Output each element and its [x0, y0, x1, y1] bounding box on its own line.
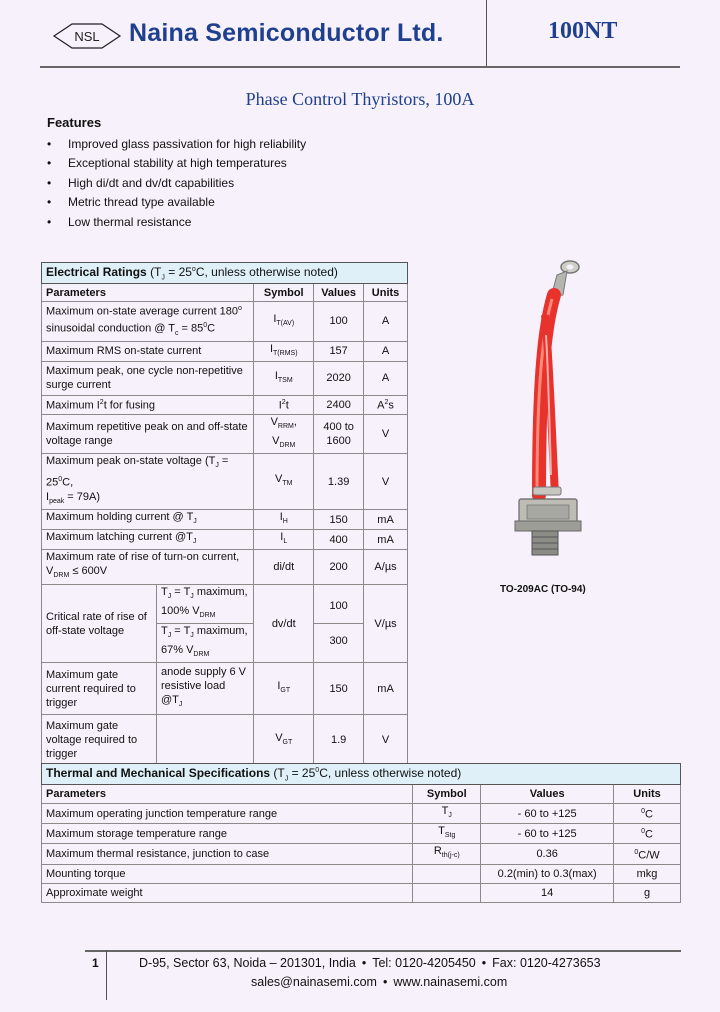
thermal-specs-table [41, 763, 681, 903]
footer-email-link[interactable]: sales@nainasemi.com [251, 975, 377, 989]
page-subtitle: Phase Control Thyristors, 100A [245, 89, 475, 109]
feature-item: • Exceptional stability at high temperatures [47, 154, 306, 173]
device-caption: TO-209AC (TO-94) [500, 584, 586, 595]
table-row: Maximum repetitive peak on and off-state voltage range $V_{RRM}$, $V_{DRM}$ 400 to 1600 V [42, 414, 408, 453]
logo-text: NSL [74, 29, 100, 44]
table-row: Maximum gate voltage required to trigger $V_{GT}$ 1.9 V [42, 715, 408, 766]
page-number: 1 [92, 956, 99, 970]
footer-address: D-95, Sector 63, Noida – 201301, India [139, 956, 356, 970]
table-row: Maximum gate current required to trigger anode supply 6 V resistive load $@T_J$ $I_{GT}$ 150 mA [42, 663, 408, 715]
footer-fax: Fax: 0120-4273653 [492, 956, 601, 970]
table-row: Maximum thermal resistance, junction to case $R_{th(j-c)}$ 0.36 $^0$C/W [42, 844, 681, 864]
feature-item: • High di/dt and dv/dt capabilities [47, 174, 306, 193]
header-rule [40, 66, 680, 68]
footer-tel: Tel: 0120-4205450 [372, 956, 476, 970]
table-header-row: Parameters Symbol Values Units [42, 785, 681, 804]
feature-item: • Improved glass passivation for high reliability [47, 135, 306, 154]
part-number: 100NT [548, 18, 618, 44]
thyristor-device-image [505, 255, 595, 575]
footer-rule [85, 950, 681, 952]
features-title: Features [47, 115, 102, 130]
table-row: Approximate weight 14 g [42, 883, 681, 902]
table-row: Mounting torque 0.2(min) to 0.3(max) mkg [42, 864, 681, 883]
table-row: Maximum rate of rise of turn-on current, $V_{DRM} \le 600V$ di/dt 200 A/µs [42, 550, 408, 584]
table-row: Maximum holding current @ $T_J$ $I_H$ 150 mA [42, 510, 408, 530]
table-row: Maximum operating junction temperature range $T_J$ - 60 to +125 $^0$C [42, 804, 681, 824]
header-divider [486, 0, 487, 66]
feature-item: • Low thermal resistance [47, 213, 306, 232]
table-row: Critical rate of rise of off-state voltage $T_J = T_J$ maximum, 100% $V_{DRM}$ $T_J = T_J$ maximum, 67% $V_{DRM}$ dv/dt 100 300 V/µs [42, 584, 408, 663]
nsl-logo [52, 22, 122, 50]
footer-web-link[interactable]: www.nainasemi.com [393, 975, 508, 989]
features-list [47, 135, 306, 232]
footer-separator: • [481, 956, 487, 970]
table-header-row: Parameters Symbol Values Units [42, 284, 408, 302]
electrical-ratings-table [41, 262, 408, 766]
footer-separator: • [361, 956, 367, 970]
footer-separator: • [382, 975, 388, 989]
table-row: Maximum $I^2t$ for fusing $I^2t$ 2400 $A^2s$ [42, 395, 408, 414]
electrical-ratings-header: Electrical Ratings ($T_J = 25^oC$, unless otherwise noted) [42, 263, 408, 284]
table-row: Maximum peak on-state voltage ($T_J = 25^0C$, $I_{peak} = 79A$) $V_{TM}$ 1.39 V [42, 454, 408, 510]
company-name: Naina Semiconductor Ltd. [129, 19, 444, 47]
table-row: Maximum peak, one cycle non-repetitive surge current $I_{TSM}$ 2020 A [42, 361, 408, 395]
table-row: Maximum latching current $@T_J$ $I_L$ 400 mA [42, 530, 408, 550]
thermal-specs-header: Thermal and Mechanical Specifications ($T_J = 25^0C$, unless otherwise noted) [42, 764, 681, 785]
footer-contact-line [251, 975, 507, 989]
feature-item: • Metric thread type available [47, 193, 306, 212]
footer-divider [106, 950, 107, 1000]
table-row: Maximum RMS on-state current $I_{T(RMS)}$ 157 A [42, 341, 408, 361]
footer-address-line [139, 956, 601, 970]
table-row: Maximum on-state average current 180$^o$ sinusoidal conduction @ $T_c = 85^0C$ $I_{T(AV)}$ 100 A [42, 302, 408, 342]
table-row: Maximum storage temperature range $T_{Stg}$ - 60 to +125 $^0$C [42, 824, 681, 844]
